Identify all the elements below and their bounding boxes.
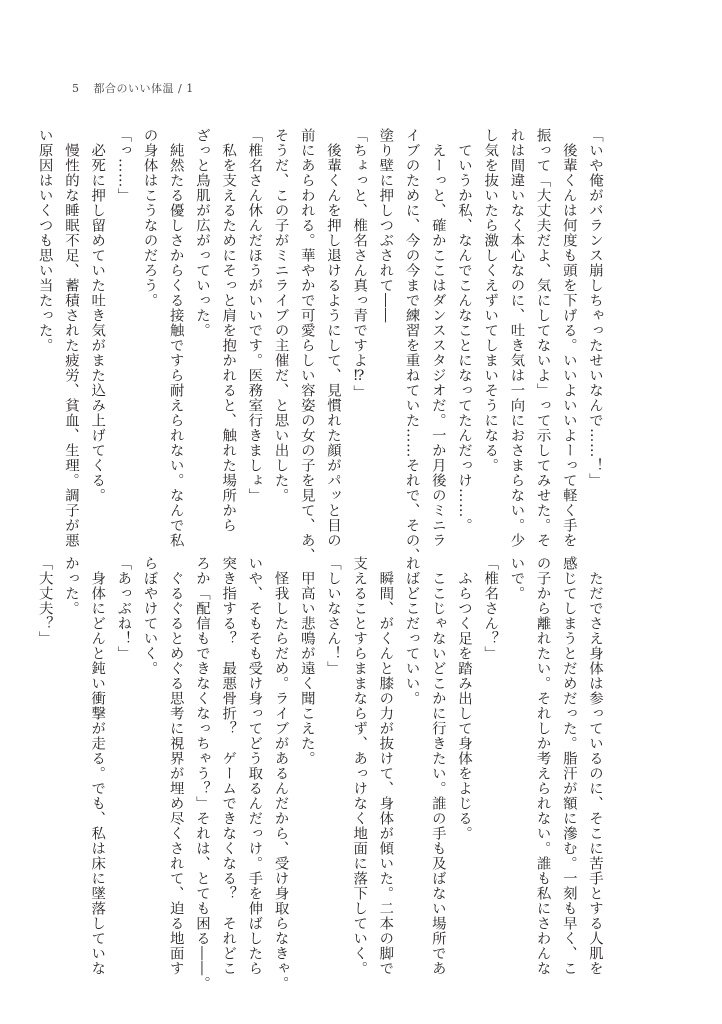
text-line: 突き指する？ 最悪骨折？ ゲームできなくなる？ それどこ [220,556,237,976]
text-line: 身体にどんと鈍い衝撃が走る。でも、私は床に墜落していな [89,556,106,976]
text-line: 感じてしまうとだめだった。脂汗が額に滲む。一刻も早く、こ [560,556,577,976]
text-line: 私を支えるためにそっと肩を抱かれると、触れた場所から [220,128,237,533]
text-line: の身体はこうなのだろう。 [141,128,158,308]
text-line: 「あっぶね！」 [115,556,132,661]
text-line: ればどこだっていい。 [403,556,420,706]
text-line: ろか「配信もできなくなっちゃう？」それは、とても困る――。 [193,556,210,991]
text-line: ふらつく足を踏み出して身体をよじる。 [455,556,472,841]
text-line: ただでさえ身体は参っているのに、そこに苦手とする人肌を [587,556,603,976]
text-line: 支えることすらままならず、あっけなく地面に落下していく。 [351,556,368,976]
text-line: えーっと、確かここはダンススタジオだ。一か月後のミニラ [429,128,446,548]
text-line: ざっと鳥肌が広がっていった。 [193,128,210,338]
text-line: い原因はいくつも思い当たった。 [36,128,53,353]
text-line: 「いや俺がバランス崩しちゃったせいなんで……！」 [587,128,603,488]
text-line: ていうか私、なんでこんなことになってたんだっけ……。 [455,128,472,533]
page-number: 5 [72,82,80,95]
running-title: 都合のいい体温 / 1 [93,82,194,95]
text-line: 「っ……」 [115,128,132,203]
text-line: し気を抜いたら激しくえずいてしまいそうになる。 [482,128,499,473]
text-line: ここじゃないどこかに行きたい。誰の手も及ばない場所であ [429,556,446,976]
text-line: 純然たる優しさからくる接触ですら耐えられない。なんで私 [167,128,184,548]
text-line: 怪我したらだめ。ライブがあるんだから、受け身取らなきゃ。 [272,556,289,991]
text-line: 甲高い悲鳴が遠く聞こえた。 [298,556,315,766]
text-line: イブのために、今の今まで練習を重ねていた……それで、その、 [403,128,420,563]
text-line: かった。 [62,556,79,616]
text-line: 前にあらわれる。華やかで可愛らしい容姿の女の子を見て、あ、 [298,128,315,563]
text-line: 「大丈夫？」 [36,556,53,646]
text-line: 「ちょっと、椎名さん真っ青ですよ⁉」 [351,128,368,400]
text-line: 「椎名さん？」 [482,556,499,661]
text-line: 「しいなさん！」 [324,556,341,676]
text-line: の子から離れたい。それしか考えられない。誰も私にさわんな [534,556,551,976]
text-line: れは間違いなく本心なのに、吐き気は一向におさまらない。少 [508,128,525,548]
text-line: 振って「大丈夫だよ、気にしてないよ」って示してみせた。そ [534,128,551,548]
text-line: ぐるぐるとめぐる思考に視界が埋め尽くされて、迫る地面す [167,556,184,976]
text-line: そうだ、この子がミニライブの主催だ、と思い出した。 [272,128,289,503]
text-line: いで。 [508,556,525,601]
text-line: 必死に押し留めていた吐き気がまた込み上げてくる。 [89,128,106,503]
text-line: 瞬間、がくんと膝の力が抜けて、身体が傾いた。二本の脚で [377,556,394,976]
text-line: らぼやけていく。 [141,556,158,676]
running-header [72,80,194,96]
text-line: 後輩くんを押し退けるようにして、見慣れた顔がパッと目の [324,128,341,548]
text-line: 後輩くんは何度も頭を下げる。いいよいいよーって軽く手を [560,128,577,548]
text-block-top [36,128,608,563]
text-line: 塗り壁に押しつぶされて―― [377,128,394,323]
text-line: 慢性的な睡眠不足、蓄積された疲労、貧血、生理。調子が悪 [62,128,79,548]
text-block-bottom [36,556,608,991]
text-line: 「椎名さん休んだほうがいいです。医務室行きましょ」 [246,128,263,503]
text-line: いや、そもそも受け身ってどう取るんだっけ。手を伸ばしたら [246,556,263,976]
